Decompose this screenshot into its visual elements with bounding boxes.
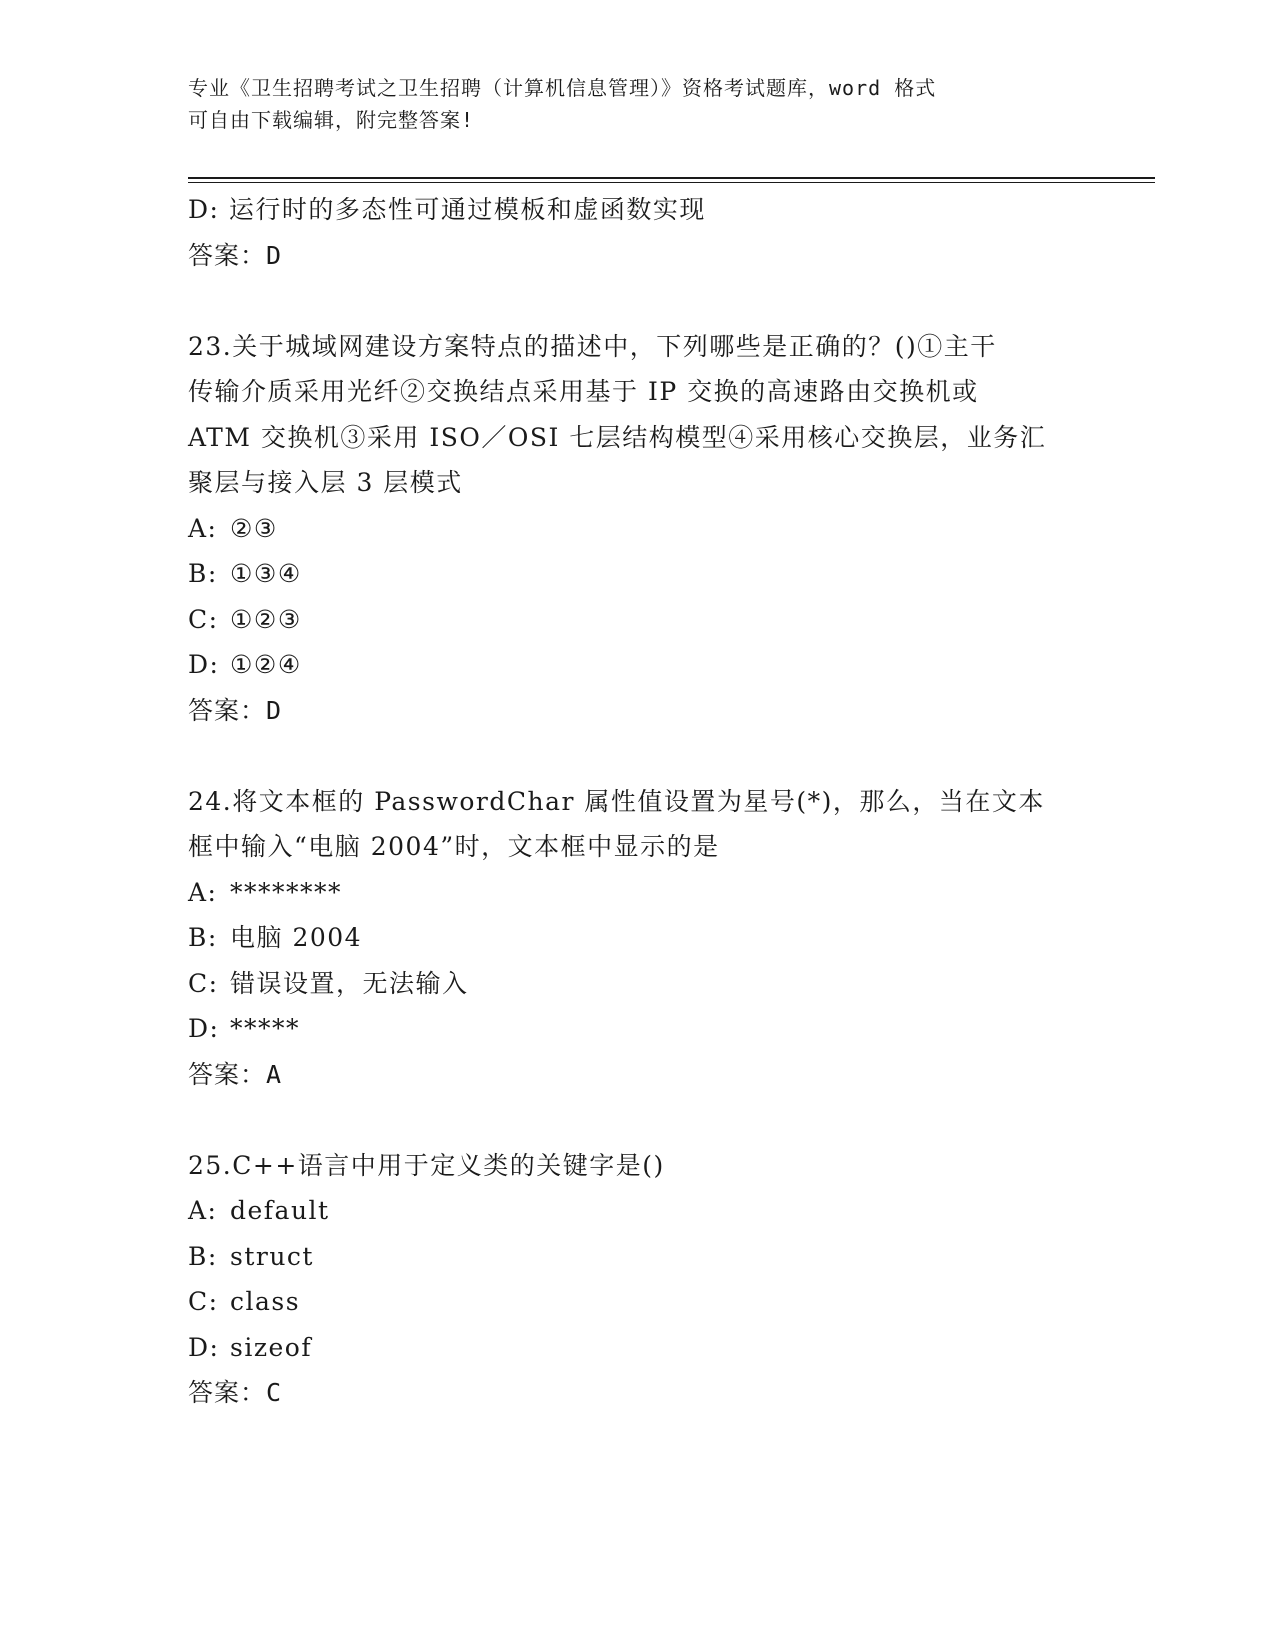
- question-25-stem-line-1: 25.C++语言中用于定义类的关键字是(): [188, 1150, 665, 1180]
- spacer: [188, 1097, 1088, 1143]
- option-key: C:: [188, 968, 219, 998]
- option-key: A:: [188, 877, 218, 907]
- question-25-option-b: [188, 1234, 1088, 1280]
- option-text: class: [230, 1287, 301, 1316]
- question-25-answer: 答案：C: [188, 1378, 283, 1407]
- option-text: ********: [230, 877, 342, 907]
- option-text: 错误设置，无法输入: [230, 968, 469, 998]
- question-25-option-d: [188, 1325, 1088, 1371]
- option-key: B:: [188, 559, 218, 588]
- header-divider-thin: [188, 182, 1155, 183]
- option-text: sizeof: [230, 1332, 313, 1362]
- option-text: *****: [230, 1014, 300, 1043]
- option-key: D:: [188, 650, 220, 679]
- question-23-option-c: [188, 597, 1088, 643]
- question-23-answer: 答案：D: [188, 695, 283, 725]
- option-text: 电脑 2004: [230, 923, 363, 952]
- spacer: [188, 733, 1088, 779]
- question-23-stem-line-2: 传输介质采用光纤②交换结点采用基于 IP 交换的高速路由交换机或: [188, 377, 979, 406]
- question-24-option-c: [188, 961, 1088, 1007]
- question-24: [188, 779, 1088, 1098]
- option-key: C:: [188, 604, 219, 634]
- question-24-option-b: [188, 915, 1088, 961]
- option-text: default: [230, 1196, 330, 1225]
- option-text: ①②③: [230, 604, 302, 634]
- option-key: A:: [188, 1196, 218, 1225]
- question-24-stem-line-1: 24.将文本框的 PasswordChar 属性值设置为星号(*)，那么，当在文本: [188, 786, 1045, 816]
- question-23-stem-line-4: 聚层与接入层 3 层模式: [188, 468, 463, 497]
- question-25-option-a: [188, 1188, 1088, 1234]
- option-text: ①②④: [230, 650, 302, 679]
- prev-answer: 答案：D: [188, 240, 283, 270]
- option-key: B:: [188, 1241, 218, 1271]
- question-24-stem-line-2: 框中输入“电脑 2004”时，文本框中显示的是: [188, 832, 720, 861]
- question-24-option-d: [188, 1006, 1088, 1052]
- question-23: [188, 324, 1088, 734]
- question-23-stem-line-3: ATM 交换机③采用 ISO／OSI 七层结构模型④采用核心交换层，业务汇: [188, 422, 1047, 452]
- question-23-option-b: [188, 551, 1088, 597]
- question-23-option-a: [188, 506, 1088, 552]
- question-25-option-c: [188, 1279, 1088, 1325]
- header-divider-thick: [188, 177, 1155, 179]
- option-text: ①③④: [230, 559, 302, 588]
- question-23-option-d: [188, 642, 1088, 688]
- option-key: D:: [188, 1014, 220, 1043]
- prev-option-d: D: 运行时的多态性可通过模板和虚函数实现: [188, 195, 706, 224]
- header-line-1: 专业《卫生招聘考试之卫生招聘（计算机信息管理）》资格考试题库，word 格式: [188, 76, 937, 100]
- option-text: ②③: [230, 513, 278, 543]
- option-key: C:: [188, 1287, 219, 1316]
- option-key: D:: [188, 1332, 220, 1362]
- question-24-answer: 答案：A: [188, 1059, 283, 1089]
- document-header: [188, 72, 1068, 136]
- question-24-option-a: [188, 870, 1088, 916]
- question-25: [188, 1143, 1088, 1416]
- option-key: B:: [188, 923, 218, 952]
- header-line-2: 可自由下载编辑，附完整答案!: [188, 108, 475, 132]
- option-key: A:: [188, 513, 218, 543]
- question-23-stem-line-1: 23.关于城域网建设方案特点的描述中，下列哪些是正确的？()①主干: [188, 331, 997, 361]
- question-content: [188, 187, 1088, 1416]
- spacer: [188, 278, 1088, 324]
- option-text: struct: [230, 1241, 314, 1271]
